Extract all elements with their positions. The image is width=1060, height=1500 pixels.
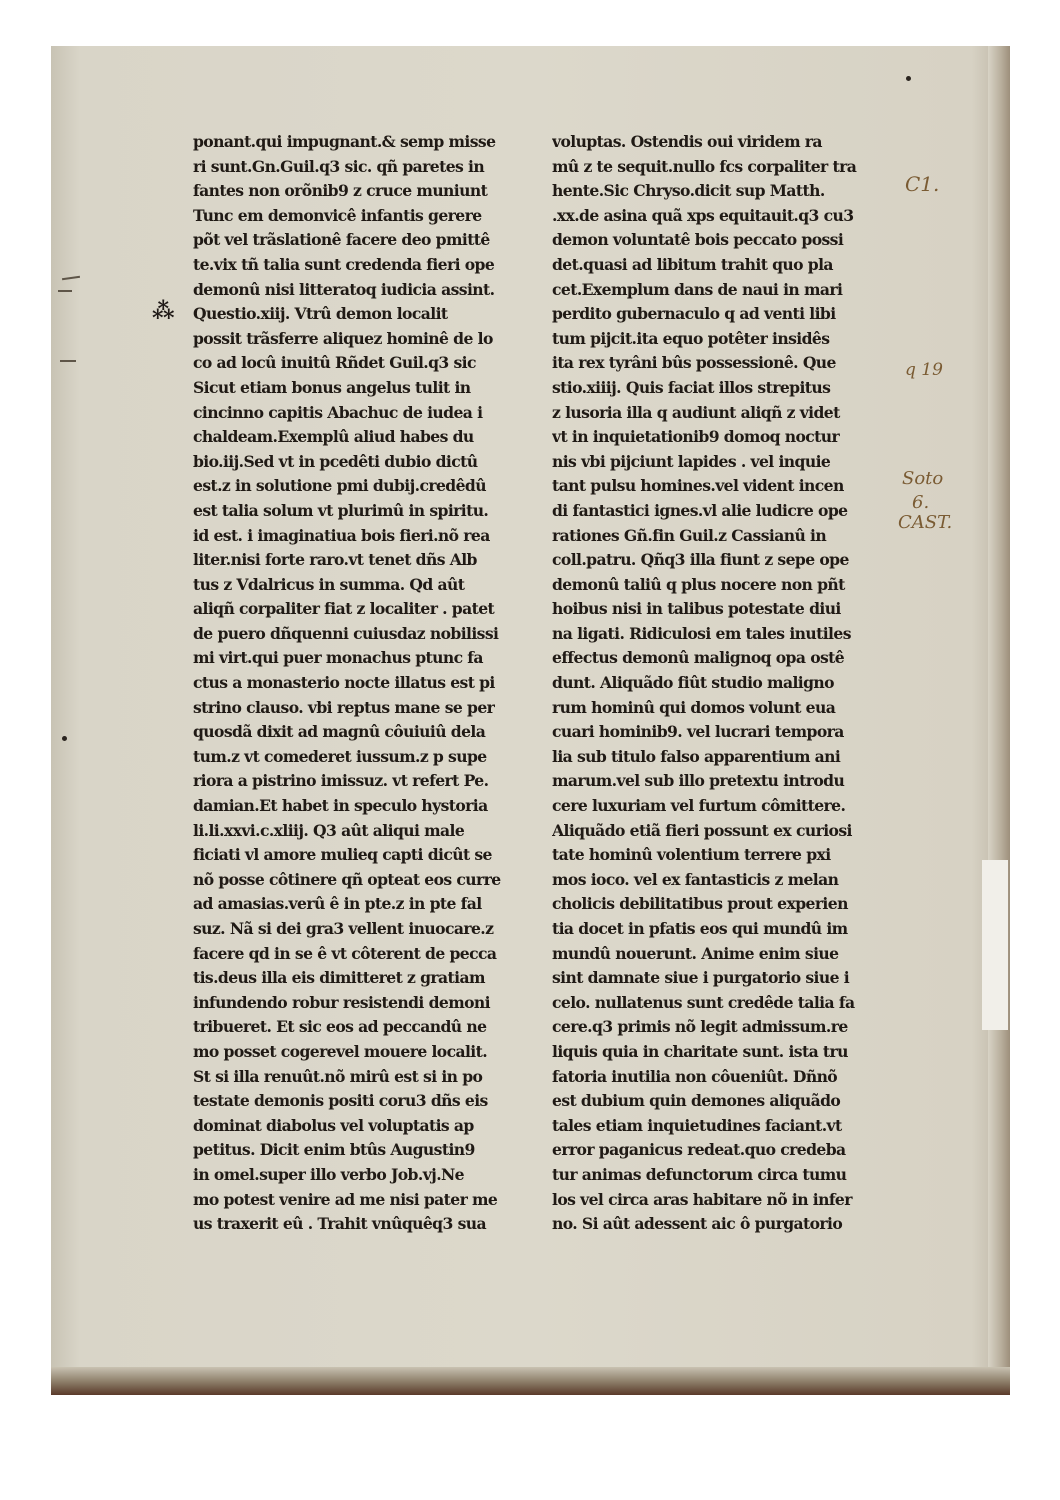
paper-strip [982,860,1008,1030]
text-line: põt vel trãslationê facere deo pmittê [193,230,490,250]
text-line: quosdã dixit ad magnû côuiuiû dela [193,722,486,742]
text-line: fatoria inutilia non côueniût. Dñnõ [552,1066,838,1086]
text-line: est.z in solutione pmi dubij.credêdû [193,476,486,496]
text-line: te.vix tñ talia sunt credenda fieri ope [193,254,495,274]
text-line: voluptas. Ostendis oui viridem ra [552,132,822,151]
text-line: tia docet in pfatis eos qui mundû im [552,919,848,938]
margin-note-c6: 6. [912,492,930,513]
text-line: hoibus nisi in talibus potestate diui [552,599,841,619]
text-line: tus z Vdalricus in summa. Qd aût [193,574,465,594]
text-line: no. Si aût adessent aic ô purgatorio [552,1214,843,1234]
text-line: dominat diabolus vel voluptatis ap [193,1115,474,1135]
section-mark: ⁂ [152,298,175,324]
text-line: facere qd in se ê vt côterent de pecca [193,943,497,963]
text-line: tant pulsu homines.vel vident incen [552,476,844,496]
margin-dot [62,736,67,741]
text-line: us traxerit eû . Trahit vnûquêq3 sua [193,1214,486,1234]
text-line: hente.Sic Chryso.dicit sup Matth. [552,181,825,201]
text-line: cet.Exemplum dans de naui in mari [552,279,843,299]
text-line: Tunc em demonvicê infantis gerere [193,205,482,225]
text-line: ita rex tyrâni bûs possessionê. Que [552,353,836,373]
text-line: mundû nouerunt. Anime enim siue [552,943,839,963]
left-text-column [193,130,541,1237]
text-line: id est. i imaginatiua bois fieri.nõ rea [193,525,490,545]
text-line: tate hominû volentium terrere pxi [552,845,831,865]
text-line: na ligati. Ridiculosi em tales inutiles [552,623,851,643]
text-line: cincinno capitis Abachuc de iudea i [193,402,483,422]
margin-dot [906,76,911,81]
text-line: lia sub titulo falso apparentium ani [552,746,841,766]
text-line: tales etiam inquietudines faciant.vt [552,1115,842,1135]
text-line: infundendo robur resistendi demoni [193,992,490,1012]
text-line: coll.patru. Qñq3 illa fiunt z sepe ope [552,550,849,570]
text-line: fantes non orõnib9 z cruce muniunt [193,181,488,201]
text-line: mû z te sequit.nullo fcs corpaliter tra [552,156,857,176]
text-line: mos ioco. vel ex fantasticis z melan [552,869,839,889]
text-line: error paganicus redeat.quo credeba [552,1140,846,1160]
text-line: aliqñ corpaliter fiat z localiter . patet [193,599,495,619]
margin-tick [60,360,76,362]
text-line: ponant.qui impugnant.& semp misse [193,132,496,151]
text-line: tribueret. Et sic eos ad peccandû ne [193,1017,487,1037]
text-line: testate demonis positi coru3 dñs eis [193,1091,488,1111]
text-line: nis vbi pijciunt lapides . vel inquie [552,451,831,471]
text-line: suz. Nã si dei gra3 vellent inuocare.z [193,919,494,938]
text-line: est talia solum vt plurimû in spiritu. [193,500,489,520]
text-line: demonû taliû q plus nocere non pñt [552,574,845,594]
text-line: petitus. Dicit enim btûs Augustin9 [193,1140,475,1160]
text-line: nõ posse côtinere qñ opteat eos curre [193,869,501,889]
text-line: damian.Et habet in speculo hystoria [193,796,488,816]
text-line: tum.z vt comederet iussum.z p supe [193,746,487,766]
text-line: mo potest venire ad me nisi pater me [193,1189,498,1209]
text-line: marum.vel sub illo pretextu introdu [552,771,845,791]
right-text-column [552,130,900,1237]
text-line: Sicut etiam bonus angelus tulit in [193,377,471,397]
text-line: perdito gubernaculo q ad venti libi [552,304,836,324]
text-line: Aliquãdo etiã fieri possunt ex curiosi [552,820,852,840]
text-line: dunt. Aliquãdo fiût studio maligno [552,673,834,693]
text-line: tur animas defunctorum circa tumu [552,1164,847,1184]
text-line: cere luxuriam vel furtum cômittere. [552,796,846,816]
text-line: chaldeam.Exemplû aliud habes du [193,427,474,447]
margin-note-c1: C1. [905,172,940,196]
text-line: tum pijcit.ita equo potêter insidês [552,328,830,348]
margin-note-q19: q 19 [905,360,943,380]
text-line: det.quasi ad libitum trahit quo pla [552,254,833,274]
text-line: cholicis debilitatibus prout experien [552,894,848,914]
margin-note-cast: CAST. [898,512,953,533]
text-line: liter.nisi forte raro.vt tenet dñs Alb [193,550,477,570]
text-line: .xx.de asina quã xps equitauit.q3 cu3 [552,205,854,225]
text-line: demonû nisi litteratoq iudicia assint. [193,279,495,299]
text-line: strino clauso. vbi reptus mane se per [193,697,495,717]
text-line: co ad locû inuitû Rñdet Guil.q3 sic [193,353,476,373]
text-line: ficiati vl amore mulieq capti dicût se [193,845,492,865]
margin-note-soto: Soto [902,468,944,489]
text-line: los vel circa aras habitare nõ in infer [552,1189,852,1209]
text-line: St si illa renuût.nõ mirû est si in po [193,1066,483,1086]
text-line: ctus a monasterio nocte illatus est pi [193,673,495,693]
text-line: rum hominû qui domos volunt eua [552,697,836,717]
text-line: tis.deus illa eis dimitteret z gratiam [193,968,485,988]
text-line: est dubium quin demones aliquãdo [552,1091,841,1111]
text-line: z lusoria illa q audiunt aliqñ z videt [552,402,840,422]
text-line: bio.iij.Sed vt in pcedêti dubio dictû [193,451,478,471]
text-line: celo. nullatenus sunt credêde talia fa [552,992,855,1012]
text-line: stio.xiiij. Quis faciat illos strepitus [552,377,831,397]
text-line: ad amasias.verû ê in pte.z in pte fal [193,894,482,914]
text-line: in omel.super illo verbo Job.vj.Ne [193,1164,465,1184]
text-line: Questio.xiij. Vtrû demon localit [193,304,448,324]
page-edge [988,46,1010,1395]
text-line: sint damnate siue i purgatorio siue i [552,968,850,988]
text-line: riora a pistrino imissuz. vt refert Pe. [193,771,489,791]
text-line: mo posset cogerevel mouere localit. [193,1041,488,1061]
text-line: mi virt.qui puer monachus ptunc fa [193,648,483,668]
text-line: di fantastici ignes.vl alie ludicre ope [552,500,848,520]
text-line: possit trãsferre aliquez hominê de lo [193,328,493,348]
text-line: demon voluntatê bois peccato possi [552,230,844,250]
text-line: li.li.xxvi.c.xliij. Q3 aût aliqui male [193,820,465,840]
text-line: cere.q3 primis nõ legit admissum.re [552,1017,848,1037]
text-line: cuari hominib9. vel lucrari tempora [552,722,844,742]
text-line: ri sunt.Gn.Guil.q3 sic. qñ paretes in [193,156,485,176]
margin-tick [58,290,72,292]
text-line: de puero dñquenni cuiusdaz nobilissi [193,623,499,643]
text-line: vt in inquietationib9 domoq noctur [552,427,840,447]
text-line: liquis quia in charitate sunt. ista tru [552,1041,848,1061]
text-line: rationes Gñ.fin Guil.z Cassianû in [552,525,827,545]
text-line: effectus demonû malignoq opa ostê [552,648,845,668]
